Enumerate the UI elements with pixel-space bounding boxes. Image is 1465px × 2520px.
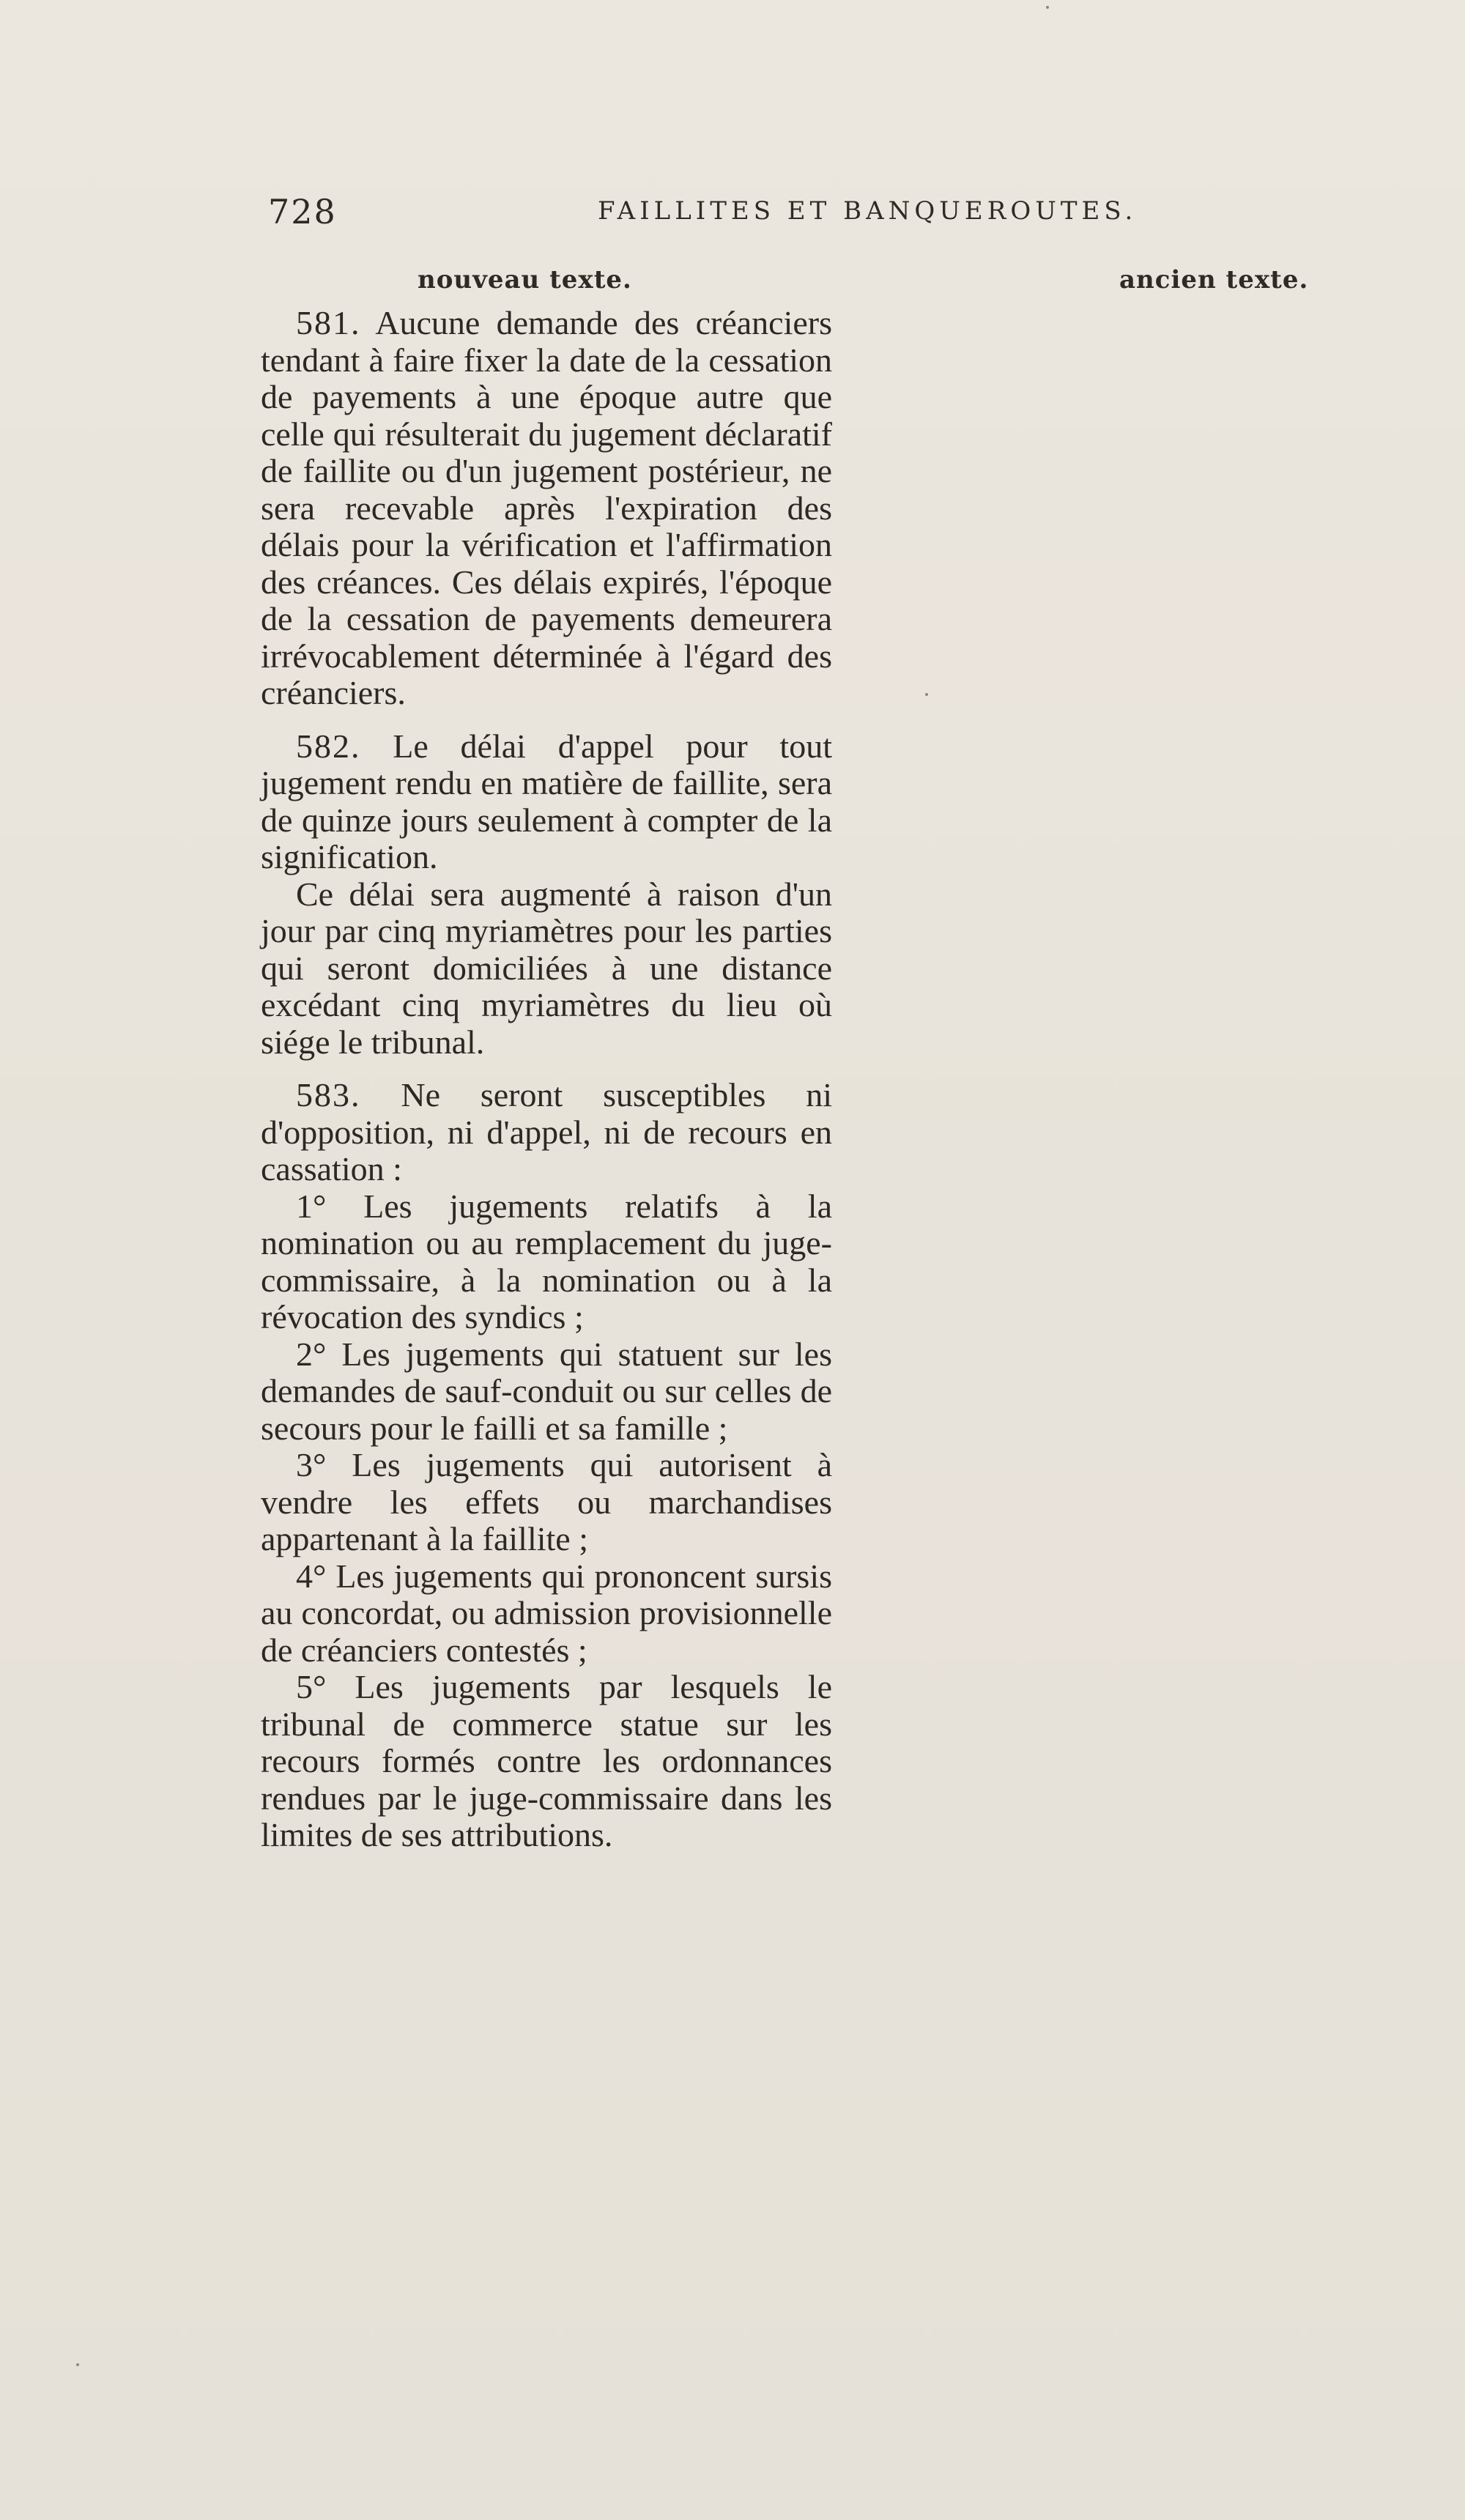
paper-speck	[76, 2363, 79, 2366]
article-583-item-5: 5° Les jugements par lesquels le tribunal de commerce statue sur les recours formés contre les ordonnances rendues par le juge-commissaire dans les limites de ses attributions.	[261, 1668, 832, 1853]
running-title: FAILLITES ET BANQUEROUTES.	[598, 196, 1138, 226]
new-text-column-label: nouveau texte.	[418, 265, 632, 294]
running-head	[268, 192, 1465, 236]
article-583-paragraph-1	[261, 1077, 832, 1188]
old-text-column-label: ancien texte.	[1119, 265, 1309, 294]
article-583-item-3: 3° Les jugements qui autorisent à vendre les effets ou marchandises appartenant à la faillite ;	[261, 1446, 832, 1557]
article-583-item-1: 1° Les jugements relatifs à la nomination ou au remplacement du juge-commissaire, à la nomination ou à la révocation des syndics ;	[261, 1187, 832, 1335]
article-583-text: Ne seront susceptibles ni d'opposition, ni d'appel, ni de recours en cassation :	[261, 1076, 832, 1187]
article-581-text: Aucune demande des créanciers tendant à faire fixer la date de la cessation de payements à une époque autre que celle qui résulterait du jugement déclaratif de faillite ou d'un jugement postérieur, ne sera recevable après l'expiration des délais pour la vérification et l'affirmation des créances. Ces délais expirés, l'époque de la cessation de payements demeurera irrévocablement déterminée à l'égard des créanciers.	[261, 304, 833, 711]
article-583-item-2: 2° Les jugements qui statuent sur les demandes de sauf-conduit ou sur celles de secours pour le failli et sa famille ;	[261, 1335, 832, 1447]
article-581-paragraph-1	[261, 305, 832, 712]
article-582-number: 582.	[296, 727, 361, 765]
article-582-paragraph-2: Ce délai sera augmenté à raison d'un jour par cinq myriamètres pour les parties qui seront domiciliées à une distance excédant cinq myriamètres du lieu où siége le tribunal.	[261, 875, 832, 1061]
paper-speck	[1046, 6, 1049, 9]
article-583-number: 583.	[296, 1076, 361, 1113]
article-581-number: 581.	[296, 304, 361, 341]
paper-speck	[925, 693, 928, 696]
article-583-item-4: 4° Les jugements qui prononcent sursis au concordat, ou admission provisionnelle de créanciers contestés ;	[261, 1557, 832, 1669]
page-number: 728	[268, 192, 337, 231]
article-582-text: Le délai d'appel pour tout jugement rendu en matière de faillite, sera de quinze jours seulement à compter de la signification.	[261, 727, 832, 875]
article-582-paragraph-1	[261, 728, 832, 876]
new-text-column	[261, 305, 832, 1854]
